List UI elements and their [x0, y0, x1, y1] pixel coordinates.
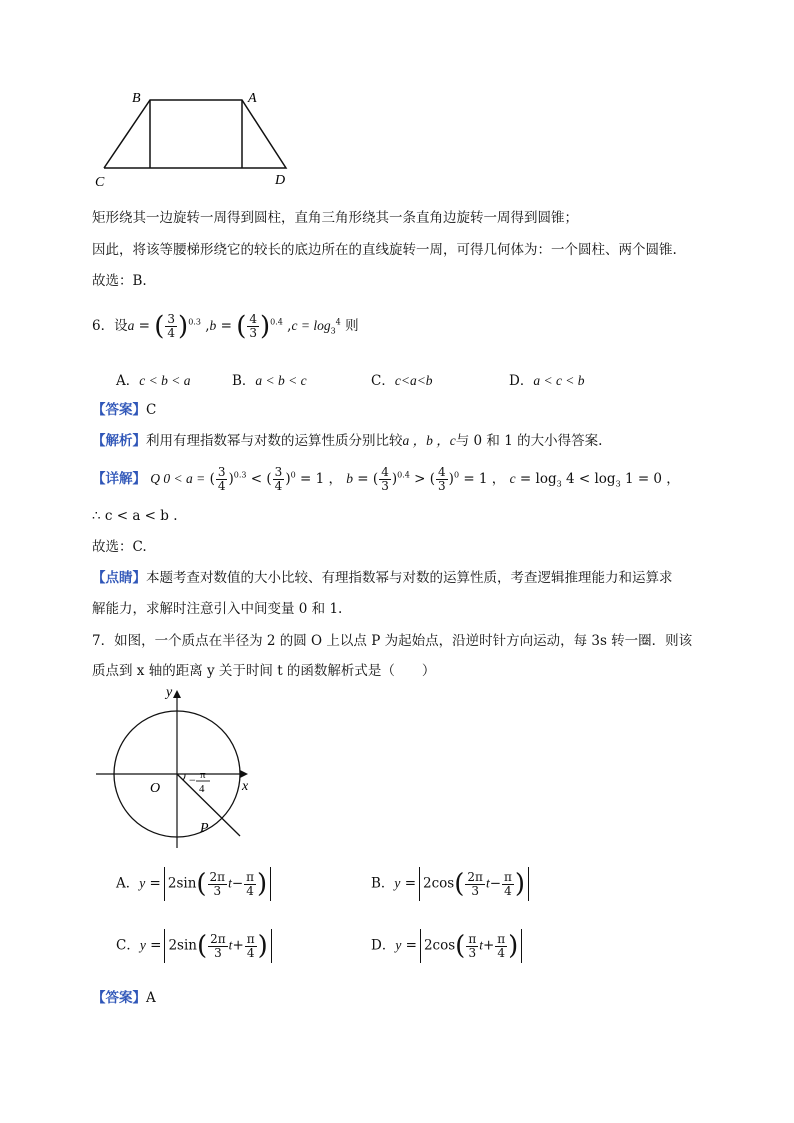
option-label: C． — [371, 373, 395, 389]
q7-option-c: C．y = 2sin( $\frac{2\pi}{3}$ t+ $\frac{\pi}{4}$ ) — [116, 929, 275, 963]
angle-num: π — [200, 769, 206, 781]
q6-analysis — [92, 432, 602, 450]
comment-tag: 【点睛】 — [92, 570, 146, 586]
q7-option-d: D．y = 2cos( $\frac{\pi}{3}$ t+ $\frac{\pi}{4}$ ) — [371, 929, 525, 963]
option-text: a < b < c — [255, 373, 307, 388]
option-label: B． — [232, 373, 256, 389]
a-base-den: 4 — [167, 326, 176, 340]
q6-comment-2: 解能力，求解时注意引入中间变量 0 和 1. — [92, 601, 343, 617]
p-num: π — [246, 869, 255, 884]
k-den: 3 — [471, 883, 479, 898]
y-axis-label: y — [166, 685, 173, 700]
option-label: B． — [371, 875, 395, 892]
q6-option-d — [509, 369, 585, 389]
option-fn: 2sin — [168, 937, 197, 954]
p-num: π — [504, 869, 512, 884]
q5-line-2: 因此，将该等腰梯形绕它的较长的底边所在的直线旋转一周，可得几何体为：一个圆柱、两个圆锥. — [92, 242, 677, 258]
label-D: D — [275, 173, 286, 188]
option-text: c<a<b — [394, 373, 433, 388]
k-den: 3 — [214, 945, 222, 960]
option-label: D． — [371, 937, 396, 954]
k-num: 2π — [209, 869, 226, 884]
q6-option-b — [232, 369, 307, 389]
c-base: 3 — [330, 326, 336, 336]
b-base-num: 4 — [249, 312, 257, 326]
k-den: 3 — [468, 945, 477, 960]
a-exp: 0.3 — [188, 317, 201, 327]
p-den: 4 — [246, 883, 254, 898]
detail-start: Q 0 < a = — [150, 471, 206, 486]
q7-answer — [92, 989, 156, 1007]
p-den: 4 — [497, 945, 506, 960]
label-A: A — [248, 91, 257, 106]
sign: − — [231, 875, 244, 892]
q6-option-a — [116, 369, 190, 389]
origin-label: O — [150, 781, 161, 796]
analysis-tag: 【解析】 — [92, 433, 146, 449]
p-num: π — [497, 931, 506, 946]
comment-text-1: 本题考查对数值的大小比较、有理指数幂与对数的运算性质，考查逻辑推理能力和运算求 — [146, 570, 673, 586]
x-axis-label: x — [242, 779, 249, 794]
c-arg: 4 — [335, 317, 341, 327]
q6-stem: 6．设a = ( $\frac{3}{4}$ )$^{0.3}$ ,b = ( $\frac{4}{3}$ )$^{0.4}$ $,c = \log_3^4$ 则 — [92, 311, 359, 342]
answer-value: A — [146, 990, 156, 1006]
unit-circle-figure — [92, 680, 262, 850]
point-p-label: P — [200, 821, 209, 836]
option-label: A． — [116, 875, 140, 892]
answer-tag: 【答案】 — [92, 990, 146, 1006]
sign: − — [489, 875, 502, 892]
answer-tag: 【答案】 — [92, 402, 146, 418]
q5-line-1: 矩形绕其一边旋转一周得到圆柱，直角三角形绕其一条直角边旋转一周得到圆锥； — [92, 210, 578, 226]
a-base-num: 3 — [167, 312, 176, 326]
sign: + — [232, 937, 244, 954]
angle-den: 4 — [199, 783, 205, 795]
option-fn: 2sin — [167, 875, 197, 892]
q6-comment-1 — [92, 569, 673, 587]
q7-option-b: B．y = 2cos( $\frac{2\pi}{3}$ t− $\frac{\pi}{4}$ ) — [371, 867, 532, 901]
k-num: π — [468, 931, 477, 946]
detail-tag: 【详解】 — [92, 471, 146, 487]
q7-line-2: 质点到 x 轴的距离 y 关于时间 t 的函数解析式是（ ） — [92, 663, 436, 679]
analysis-vars: a ，b ，c — [402, 433, 456, 448]
q5-line-3: 故选：B. — [92, 273, 147, 289]
q7-line-1: 7．如图，一个质点在半径为 2 的圆 O 上以点 P 为起始点，沿逆时针方向运动，每 3s 转一圈．则该 — [92, 633, 693, 649]
q6-answer — [92, 401, 156, 419]
q6-prefix: 6．设 — [92, 318, 128, 334]
q6-detail: 【详解】 Q 0 < a = ( $\frac{3}{4}$ )$^{0.3}$ < ( $\frac{3}{4}$ )$^0$ = 1 ， b = ( $\frac{4}{3}$ )$^{0.4}$ > ( $\frac{4}{3}$ )$^0$ = 1 ， $c = \log_3 4 < \log_3 1 = 0$ ， — [92, 465, 680, 493]
sign: + — [482, 937, 495, 954]
option-fn: 2cos — [423, 875, 455, 892]
p-den: 4 — [246, 945, 255, 960]
c-def: c = log — [291, 318, 331, 333]
angle-sign: − — [189, 773, 196, 787]
b-exp: 0.4 — [270, 317, 283, 327]
option-fn: 2cos — [423, 937, 456, 954]
b-base-den: 3 — [249, 326, 257, 340]
p-den: 4 — [504, 883, 512, 898]
q6-suffix: 则 — [345, 318, 359, 334]
analysis-text: 利用有理指数幂与对数的运算性质分别比较 — [146, 433, 403, 449]
option-label: A． — [116, 373, 140, 389]
analysis-end: 与 0 和 1 的大小得答案. — [455, 433, 603, 449]
q6-conclusion: ∴ c < a < b . — [92, 508, 178, 524]
label-C: C — [95, 175, 105, 190]
q7-option-a: A．y = 2sin( $\frac{2\pi}{3}$ t− $\frac{\pi}{4}$ ) — [116, 867, 274, 901]
k-num: 2π — [467, 869, 483, 884]
option-label: D． — [509, 373, 534, 389]
p-num: π — [246, 931, 255, 946]
option-text: a < c < b — [533, 373, 585, 388]
trapezoid-figure — [92, 86, 302, 190]
option-text: c < b < a — [139, 373, 191, 388]
option-label: C． — [116, 937, 140, 954]
q6-option-c — [371, 369, 433, 389]
label-B: B — [132, 91, 141, 106]
q6-choose: 故选：C. — [92, 539, 147, 555]
k-num: 2π — [210, 931, 226, 946]
k-den: 3 — [213, 883, 222, 898]
answer-value: C — [146, 402, 157, 418]
